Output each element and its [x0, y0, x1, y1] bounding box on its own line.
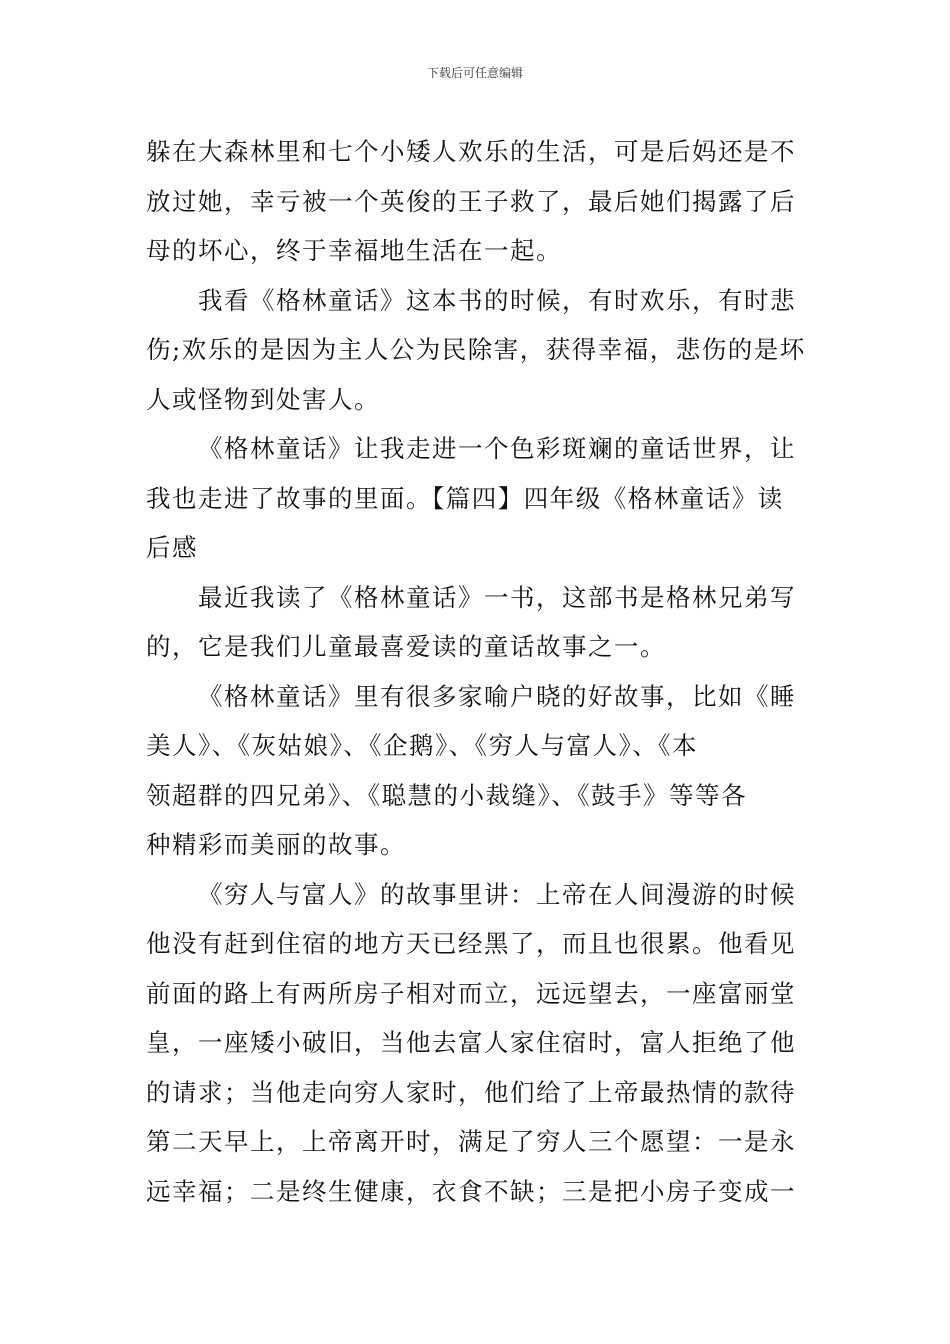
text-line: 后感 [146, 533, 198, 562]
text-line: 躲在大森林里和七个小矮人欢乐的生活，可是后妈还是不 [146, 137, 796, 166]
text-line: 我也走进了故事的里面。【篇四】四年级《格林童话》读 [146, 483, 784, 513]
text-line: 的，它是我们儿童最喜爱读的童话故事之一。 [146, 632, 666, 661]
text-line: 《穷人与富人》的故事里讲：上帝在人间漫游的时候 [198, 879, 796, 909]
text-line: 我看《格林童话》这本书的时候，有时欢乐，有时悲 [198, 285, 796, 315]
paragraph-4 [146, 573, 808, 672]
text-line: 领超群的四兄弟》、《聪慧的小裁缝》、《鼓手》等等各 [146, 780, 747, 810]
paragraph-6 [146, 870, 808, 1217]
text-line: 最近我读了《格林童话》一书，这部书是格林兄弟写 [198, 582, 796, 612]
document-body [146, 127, 808, 1216]
text-line: 美人》、《灰姑娘》、《企鹅》、《穷人与富人》、《本 [146, 731, 698, 760]
text-line: 他没有赶到住宿的地方天已经黑了，而且也很累。他看见 [146, 929, 796, 958]
text-line: 《格林童话》让我走进一个色彩斑斓的童话世界，让 [198, 434, 796, 463]
text-line: 放过她，幸亏被一个英俊的王子救了，最后她们揭露了后 [146, 186, 796, 216]
paragraph-3 [146, 424, 808, 573]
text-line: 伤;欢乐的是因为主人公为民除害，获得幸福，悲伤的是坏 [146, 335, 806, 364]
paragraph-2 [146, 276, 808, 425]
text-line: 种精彩而美丽的故事。 [146, 830, 406, 859]
text-line: 的请求；当他走向穷人家时，他们给了上帝最热情的款待 [146, 1077, 796, 1107]
text-line: 皇，一座矮小破旧，当他去富人家住宿时，富人拒绝了他 [146, 1028, 796, 1057]
page-header: 下载后可任意编辑 [426, 66, 523, 80]
text-line: 前面的路上有两所房子相对而立，远远望去，一座富丽堂 [146, 978, 796, 1008]
paragraph-5 [146, 672, 808, 870]
paragraph-1 [146, 127, 808, 276]
text-line: 《格林童话》里有很多家喻户晓的好故事，比如《睡 [198, 681, 796, 711]
text-line: 人或怪物到处害人。 [146, 384, 380, 414]
text-line: 远幸福；二是终生健康，衣食不缺；三是把小房子变成一 [146, 1176, 796, 1206]
text-line: 第二天早上，上帝离开时，满足了穷人三个愿望：一是永 [146, 1127, 796, 1156]
text-line: 母的坏心，终于幸福地生活在一起。 [146, 236, 562, 265]
